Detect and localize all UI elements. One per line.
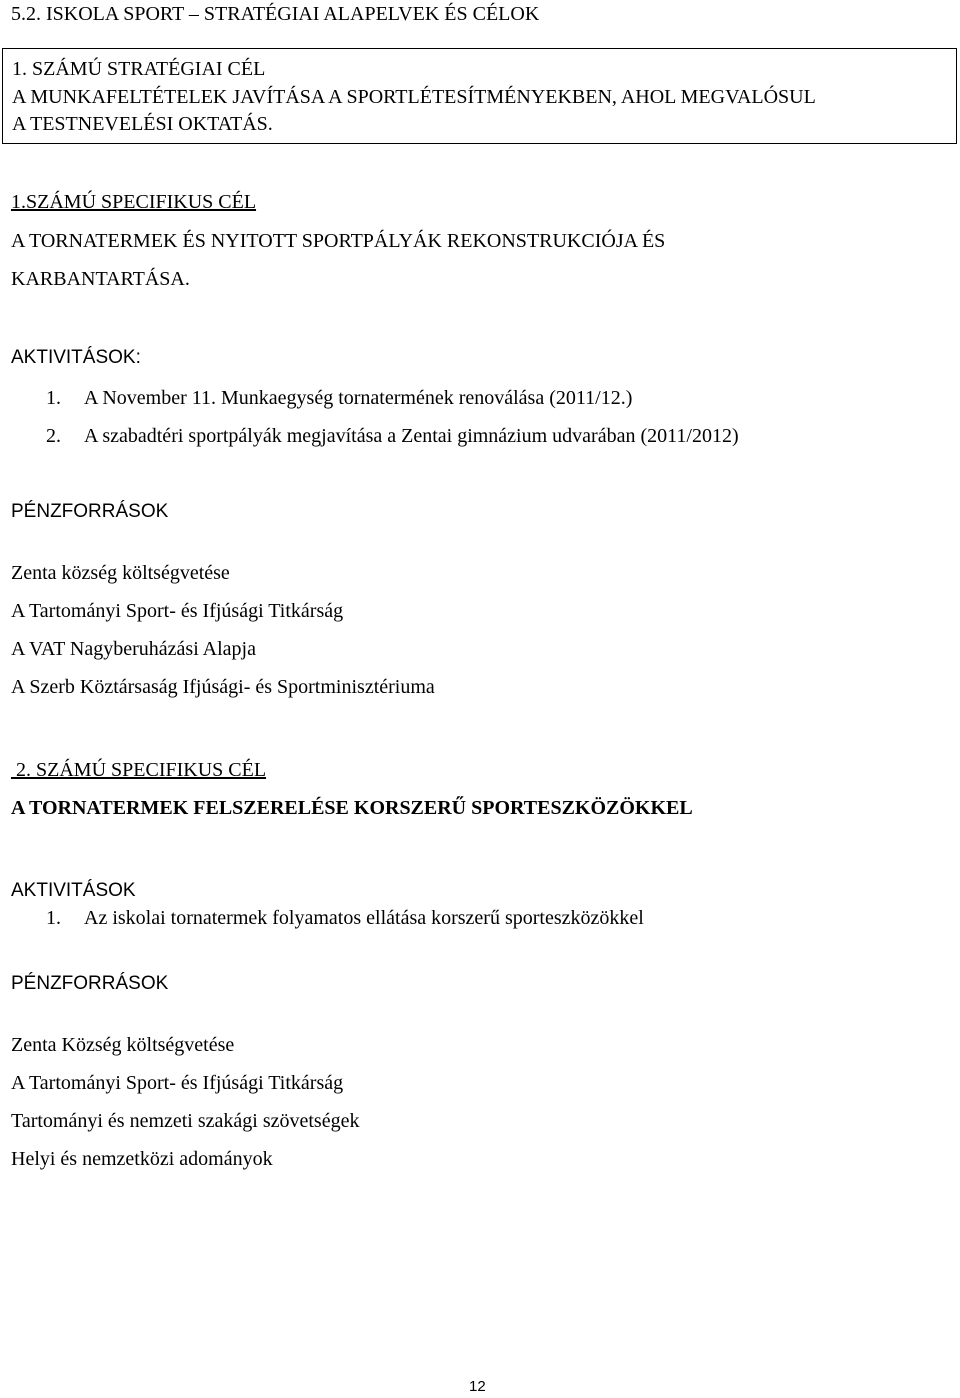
strategic-goal-box: [2, 48, 957, 144]
section-title: 5.2. ISKOLA SPORT – STRATÉGIAI ALAPELVEK ÉS CÉLOK: [11, 3, 540, 25]
specific-goal-1-text-line-2: KARBANTARTÁSA.: [11, 268, 190, 290]
strategic-goal-text-line-2: A TESTNEVELÉSI OKTATÁS.: [12, 113, 273, 135]
specific-goal-2-text: A TORNATERMEK FELSZERELÉSE KORSZERŰ SPORTESZKÖZÖKKEL: [11, 797, 693, 819]
specific-goal-1-funding-item: A Szerb Köztársaság Ifjúsági- és Sportminisztériuma: [11, 676, 435, 698]
specific-goal-2-funding-item: Helyi és nemzetközi adományok: [11, 1148, 273, 1170]
page-number: 12: [469, 1378, 486, 1395]
activity-text: Az iskolai tornatermek folyamatos ellátása korszerű sporteszközökkel: [84, 907, 644, 929]
specific-goal-2-funding-heading: PÉNZFORRÁSOK: [11, 973, 169, 994]
specific-goal-1-heading: 1.SZÁMÚ SPECIFIKUS CÉL: [11, 191, 257, 213]
specific-goal-1-activity-item: [46, 386, 632, 410]
specific-goal-2-activity-item: [46, 906, 644, 930]
activity-number: 1.: [46, 907, 61, 929]
specific-goal-1-funding-item: Zenta község költségvetése: [11, 562, 230, 584]
strategic-goal-title: 1. SZÁMÚ STRATÉGIAI CÉL: [12, 58, 266, 80]
specific-goal-1-text-line-1: A TORNATERMEK ÉS NYITOTT SPORTPÁLYÁK REKONSTRUKCIÓJA ÉS: [11, 230, 666, 252]
specific-goal-1-funding-item: A VAT Nagyberuházási Alapja: [11, 638, 256, 660]
strategic-goal-text-line-1: A MUNKAFELTÉTELEK JAVÍTÁSA A SPORTLÉTESÍTMÉNYEKBEN, AHOL MEGVALÓSUL: [12, 86, 816, 108]
specific-goal-2-funding-item: Tartományi és nemzeti szakági szövetségek: [11, 1110, 360, 1132]
activity-number: 2.: [46, 425, 61, 447]
specific-goal-2-activities-heading: AKTIVITÁSOK: [11, 880, 136, 901]
activity-number: 1.: [46, 387, 61, 409]
activity-text: A szabadtéri sportpályák megjavítása a Zentai gimnázium udvarában (2011/2012): [84, 425, 739, 447]
activity-text: A November 11. Munkaegység tornatermének renoválása (2011/12.): [84, 387, 633, 409]
specific-goal-2-heading: 2. SZÁMÚ SPECIFIKUS CÉL: [11, 759, 267, 781]
specific-goal-2-funding-item: A Tartományi Sport- és Ifjúsági Titkárság: [11, 1072, 344, 1094]
specific-goal-1-activity-item: [46, 424, 739, 448]
specific-goal-1-funding-heading: PÉNZFORRÁSOK: [11, 501, 169, 522]
specific-goal-2-funding-item: Zenta Község költségvetése: [11, 1034, 235, 1056]
specific-goal-1-funding-item: A Tartományi Sport- és Ifjúsági Titkárság: [11, 600, 344, 622]
specific-goal-1-activities-heading: AKTIVITÁSOK:: [11, 347, 141, 368]
